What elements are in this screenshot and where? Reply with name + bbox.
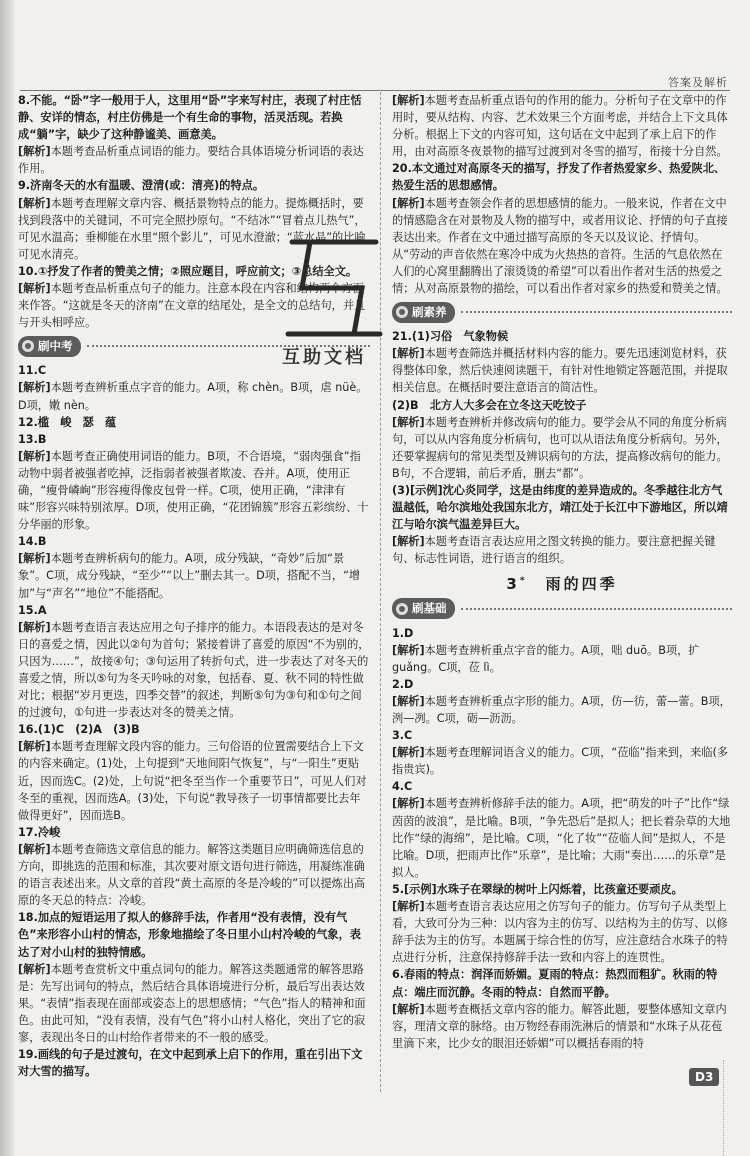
page-number: D3 [689,1068,719,1086]
answer-item [392,676,732,727]
question-number: 4. [392,780,405,794]
explanation-tag: [解析] [392,643,425,657]
explanation-tag: [解析] [18,552,51,566]
right-items-group-a [392,92,732,297]
explanation-tag: [解析] [392,1002,425,1016]
right-items-group-b [392,328,732,567]
section-title: 刷中考 [38,338,73,353]
right-column [392,92,732,1052]
header-rule [20,90,730,91]
answer-item [18,533,370,601]
explanation-tag: [解析] [392,415,425,429]
question-number: 15. [18,603,38,617]
explanation-tag: [解析] [18,962,51,976]
left-items-group-b [18,362,370,1080]
answer-text: A [37,603,47,617]
section-pill [392,302,455,323]
explanation-text: 本题考查理解文段内容的能力。三句俗语的位置需要结合上下文的内容来确定。(1)处，上句提到“天地间阳气恢复”，与“一阳生”更贴近，因而选C。(2)处，上句说“把冬至当作一个重要节日”，可见人们对冬至的重视，因而选A。(3)处，下句说“教导孩子一切事情都要比去年做得更好”，因而选B。 [18,740,367,822]
explanation [392,744,732,778]
question-number: 10. [18,264,38,278]
answer-text: 济南冬天的水有温暖、澄清(或：清亮)的特点。 [30,179,265,193]
explanation-text: 本题考查概括文章内容的能力。解答此题，要整体感知文章内容，理清文章的脉络。由万物经春雨洗淋后的情景和“水珠子从花苞里滴下来，比少女的眼泪还娇媚”可以概括春雨的特 [392,1002,727,1050]
answer-text: B [37,535,47,549]
answer-text: 本文通过对高原冬天的描写，抒发了作者热爱家乡、热爱陕北、热爱生活的思想感情。 [392,162,726,193]
explanation-tag: [解析] [392,347,425,361]
explanation [18,550,370,601]
explanation [392,1001,732,1052]
answer-text: 画线的句子是过渡句，在文中起到承上启下的作用，重在引出下文对大雪的描写。 [18,1048,363,1079]
section-title: 刷素养 [412,304,447,319]
section-badge-icon [396,603,408,615]
explanation [18,379,370,413]
answer-line [392,328,732,345]
answer-item [18,414,370,431]
question-number: 21. [392,330,412,344]
explanation-text: 本题考查正确使用词语的能力。B项，不合语境，“弱肉强食”指动物中弱者被强者吃掉，泛指弱者被强者欺凌、吞并。A项，使用正确，“瘦骨嶙峋”形容瘦得像皮包骨一样。C项，使用正确，“津津有味”形容兴味特别浓厚。D项，使用正确，“花团锦簇”形容五彩缤纷、十分华丽的形象。 [18,449,369,532]
explanation [18,738,370,823]
explanation-text: 本题考查理解词语含义的能力。C项，“莅临”指来到，来临(多指贵宾)。 [392,746,729,777]
explanation-tag: [解析] [18,740,51,754]
explanation-tag: [解析] [392,746,425,760]
right-items-group-c [392,625,732,1052]
answer-line [18,92,370,143]
answer-line [18,721,370,738]
answer-line [392,727,732,744]
answer-item [18,92,370,177]
answer-text: 槛 峻 瑟 蕴 [37,415,117,429]
answer-line [392,881,732,898]
explanation-text: 本题考查赏析文中重点词句的能力。解答这类题通常的解答思路是：先写出词句的特点，然后结合具体语境进行分析，最后写出表达效果。“表情”指表现在面部或姿态上的思想感情；“气色”指人的精神和面色。由此可知，“没有表情，没有气色”将小山村人格化，突出了它的寂寥，表现出冬日的山村给作者带来的不一般的感受。 [18,962,366,1044]
watermark-text: 互助文档 [282,347,366,368]
explanation [392,345,732,396]
answer-text: D [404,677,414,691]
explanation [392,533,732,567]
question-number: 5. [392,882,405,896]
answer-line [392,160,732,194]
answer-line [392,966,732,1000]
explanation-text: 本题考查辨析修辞手法的能力。A项，把“萌发的叶子”比作“绿茵茵的波浪”，是比喻。B项，“争先恐后”是拟人；把长着杂草的大地比作“绿的海绵”，是比喻。C项，“化了妆”“莅临人间”是拟人，不是比喻。D项，把雨声比作“乐章”，是比喻；大雨“奏出……的乐章”是拟人。 [392,797,731,879]
answer-text: C [37,364,47,378]
answer-line [18,414,370,431]
question-number: 2. [392,677,405,691]
explanation-tag: [解析] [392,900,425,914]
question-number: 13. [18,432,38,446]
watermark-glyph [280,230,390,350]
answer-text: (1)习俗 气象物候 [411,330,509,344]
explanation-tag: [解析] [18,145,51,159]
explanation-tag: [解析] [18,620,51,634]
question-number: 11. [18,364,38,378]
explanation-text: 本题考查理解文章内容、概括景物特点的能力。提炼概括时，要找到段落中的关键词，不可完全照抄原句。“不结冰”“冒着点儿热气”，可见水温高；垂柳能在水里“照个影儿”，可见水澄澈；“蓝水晶”的比喻可见水清亮。 [18,196,366,261]
question-number: 12. [18,415,38,429]
explanation-text: 本题考查辨析重点字音的能力。A项，咄 duō。B项，扩 guǎng。C项，莅 lì。 [392,643,700,674]
answer-item [18,431,370,534]
section-bar-suyang [392,301,732,323]
answer-item [392,482,732,567]
explanation-text: 本题考查辨析重点字音的能力。A项，称 chèn。B项，虐 nüè。D项，嫩 nèn。 [18,381,368,412]
chapter-title: 雨的四季 [545,575,618,594]
answer-text: (3)[示例]沈心炎同学，这是由纬度的差异造成的。冬季越往北方气温越低，哈尔滨地处我国东北方，靖江处于长江中下游地区，所以靖江与哈尔滨气温差异巨大。 [392,483,728,532]
explanation [392,898,732,966]
answer-item [18,909,370,1046]
answer-item [18,824,370,909]
explanation-tag: [解析] [18,196,51,210]
question-number: 19. [18,1048,38,1062]
answer-text: [示例]水珠子在翠绿的树叶上闪烁着，比孩童还要顽皮。 [404,882,683,896]
answer-item [392,625,732,676]
answer-text: 不能。“卧”字一般用于人，这里用“卧”字来写村庄，表现了村庄恬静、安详的情态，村庄仿佛是一个有生命的事物，活灵活现。若换成“躺”字，缺少了这种静谧美、画意美。 [18,94,362,142]
explanation-tag: [解析] [392,535,425,549]
explanation-text: 本题考查筛选并概括材料内容的能力。要先迅速浏览材料，获得整体印象，然后快速阅读题干，有针对性地锁定答题范围，并提取相关信息。在概括时要注意语言的简洁性。 [392,347,728,395]
answer-item [392,397,732,482]
explanation-text: 本题考查品析重点语句的作用的能力。分析句子在文章中的作用时，要从结构、内容、艺术效果三个方面考虑，并结合上下文具体分析。根据上下文的内容可知，这句话在文中起到了承上启下的作用，由对高原冬夜景物的描写过渡到对冬雪的描写，衔接十分自然。 [392,94,728,159]
answer-text: 春雨的特点：润泽而娇媚。夏雨的特点：热烈而粗犷。秋雨的特点：端庄而沉静。冬雨的特点：自然而平静。 [392,968,718,999]
explanation-text: 本题考查筛选文章信息的能力。解答这类题目应明确筛选信息的方向，即挑选的范围和标准，其次要对原文语句进行筛选，用凝练准确的语言表述出来。从文章的首段“黄土高原的冬是冷峻的”可以提炼出高原的冬天总的特点：冷峻。 [18,842,366,908]
answer-text: (2)B 北方人大多会在立冬这天吃饺子 [392,398,587,412]
answer-text: C [404,780,413,794]
answer-item [392,966,732,1051]
answer-line [18,177,370,194]
section-title: 刷基础 [412,600,447,615]
explanation-tag: [解析] [18,842,51,856]
answer-item [392,778,732,881]
section-pill [392,598,455,619]
answer-text: ①抒发了作者的赞美之情；②照应题目，呼应前文；③总结全文。 [37,264,358,278]
chapter-number: 3 [506,575,520,594]
answer-item [392,328,732,396]
question-number: 17. [18,825,38,839]
explanation-tag: [解析] [392,94,425,107]
answer-line [18,824,370,841]
answer-item [392,881,732,966]
explanation-tag: [解析] [392,196,425,210]
explanation [392,693,732,727]
explanation-text: 本题考查辨析并修改病句的能力。要学会从不同的角度分析病句，可以从内容角度分析病句，也可以从语法角度分析病句。另外，还要掌握病句的常见类型及辨识病句的方法，提高修改病句的能力。B句，不合逻辑，前后矛盾，删去“都”。 [392,415,728,480]
answer-text: B [37,432,47,446]
answer-line [392,625,732,642]
explanation-text: 本题考查品析重点句子的能力。注意本段在内容和结构两个方面来作答。“这就是冬天的济南”在文章的结尾处，是全文的总结句，并且与开头相呼应。 [18,282,366,330]
question-number: 14. [18,535,38,549]
answer-item [392,727,732,778]
answer-item [18,1046,370,1080]
answer-text: C [404,729,413,743]
explanation-text: 本题考查语言表达应用之图文转换的能力。要注意把握关键句、标志性词语，进行语言的组织。 [392,535,716,566]
explanation [18,143,370,177]
answer-line [392,778,732,795]
answer-text: 冷峻 [37,825,61,839]
book-spine-shadow [0,0,14,1156]
answer-text: (1)C (2)A (3)B [37,723,140,737]
explanation-tag: [解析] [392,797,425,811]
section-pill [18,336,81,357]
explanation [18,961,370,1046]
dotted-rule [461,608,733,610]
question-number: 1. [392,626,405,640]
question-number: 20. [392,162,412,176]
explanation [392,795,732,880]
answer-line [18,1046,370,1080]
question-number: 3. [392,729,405,743]
section-bar-jichu [392,598,732,620]
explanation [392,642,732,676]
explanation [18,619,370,722]
explanation-tag: [解析] [392,694,425,708]
answer-line [18,431,370,448]
dotted-rule [461,311,733,313]
answer-item [18,721,370,824]
explanation-tag: [解析] [18,449,51,463]
answer-line [18,602,370,619]
answer-line [392,397,732,414]
answer-text: D [404,626,414,640]
question-number: 8. [18,94,31,107]
explanation [18,841,370,909]
answer-text: 加点的短语运用了拟人的修辞手法，作者用“没有表情，没有气色”来形容小山村的情态，形象地描绘了冬日里小山村冷峻的气象，表达了对小山村的独特情感。 [18,911,361,959]
answer-item [18,602,370,722]
explanation-tag: [解析] [18,282,51,296]
chapter-heading [392,573,732,593]
answer-line [18,533,370,550]
section-badge-icon [22,340,34,352]
section-badge-icon [396,306,408,318]
answer-item [18,362,370,413]
question-number: 6. [392,968,405,982]
explanation-text: 本题考查领会作者的思想感情的能力。一般来说，作者在文中的情感隐含在对景物及人物的描写中，或者用议论、抒情的句子直接表达出来。作者在文中通过描写高原的冬天以及议论、抒情句。从“劳动的声音依然在寒冷中成为火热热的音符。生活的气息依然在人们的心窝里翻腾出了滚烫烫的希望”可以看出作者对生活的热爱之情；从对高原景物的描绘，可以看出作者对家乡的热爱和赞美之情。 [392,196,728,296]
question-number: 18. [18,911,38,925]
page-edge [723,1060,750,1156]
explanation [392,92,732,160]
answer-line [392,676,732,693]
answer-item [392,160,732,297]
answer-line [392,482,732,533]
explanation-text: 本题考查辨析病句的能力。A项，成分残缺，“奇妙”后加“景象”。C项，成分残缺，“至少”“以上”删去其一。D项，搭配不当，“增加”与“声名”“地位”不能搭配。 [18,552,361,600]
question-number: 16. [18,723,38,737]
explanation [392,414,732,482]
question-number: 9. [18,179,31,193]
explanation [392,195,732,298]
explanation-text: 本题考查辨析重点字形的能力。A项，仿—彷，蕾—蕾。B项，洌—冽。C项，砺—沥沥。 [392,694,731,725]
answer-item [392,92,732,160]
star-mark: * [519,576,528,587]
explanation-text: 本题考查语言表达应用之句子排序的能力。本语段表达的是对冬日的喜爱之情，因此以②句为首句；紧接着讲了喜爱的原因“不为别的，只因为……”，故接④句；③句运用了转折句式，进一步表达了对冬天的喜爱之情，所以⑤句为冬天吟咏的对象，包括春、夏、秋不同的特性做对比；根据“岁月更迭，四季交替”的叙述，判断⑤句为③句和①句之间的过渡句，①句进一步表达对冬的赞美之情。 [18,620,370,720]
explanation [18,448,370,533]
explanation-text: 本题考查品析重点词语的能力。要结合具体语境分析词语的表达作用。 [18,145,364,176]
answer-line [18,909,370,960]
explanation-text: 本题考查语言表达应用之仿写句子的能力。仿写句子从类型上看，大致可分为三种：以内容为主的仿写、以结构为主的仿写、以修辞手法为主的仿写。本题属于综合性的仿写，应注意结合水珠子的特点进行分析，注意保持修辞手法一致和内容上的连贯性。 [392,900,728,965]
page-header: 答案及解析 [668,76,728,89]
explanation-tag: [解析] [18,381,51,395]
